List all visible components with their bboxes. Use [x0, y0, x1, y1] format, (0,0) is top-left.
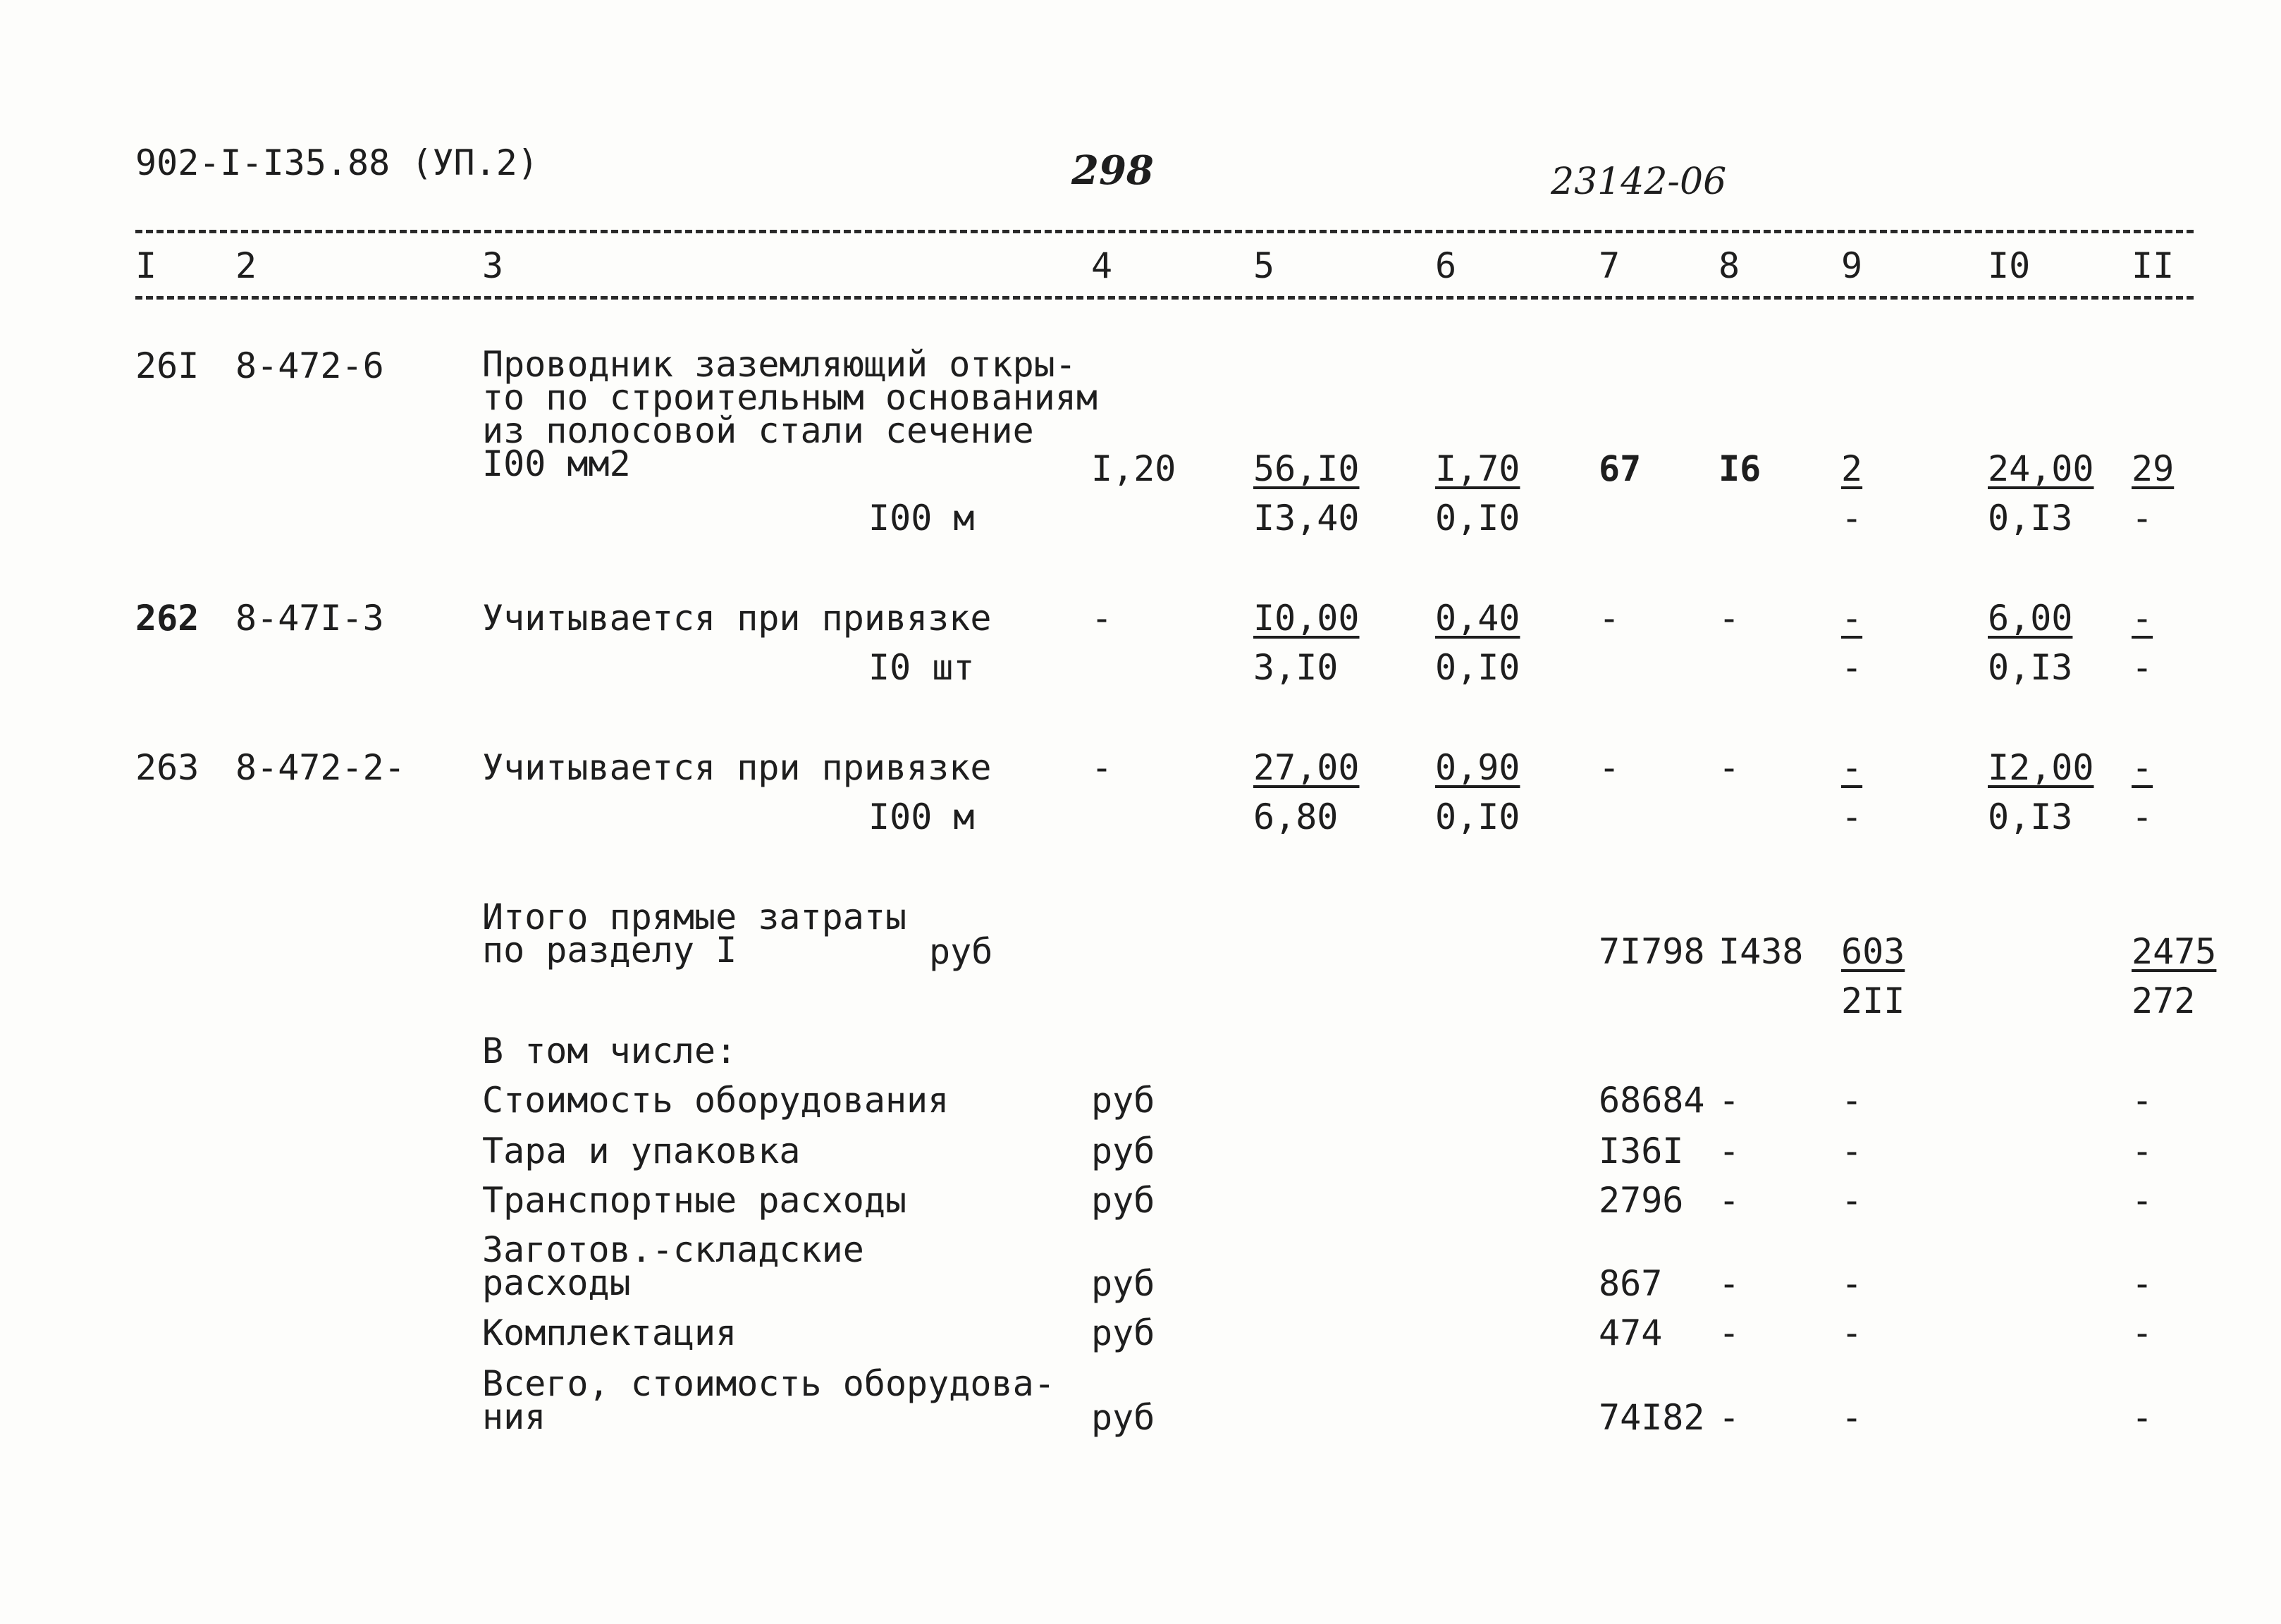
header-top-rule [135, 230, 2194, 233]
col-header-5: 5 [1253, 245, 1275, 286]
breakdown-unit: руб [1091, 1263, 1155, 1304]
breakdown-label: Стоимость оборудования [482, 1080, 949, 1121]
breakdown-col11: - [2132, 1080, 2153, 1121]
breakdown-unit: руб [1091, 1131, 1155, 1171]
breakdown-col8: - [1719, 1397, 1740, 1438]
row-261-col7: 67 [1599, 448, 1642, 489]
breakdown-label: Тара и упаковка [482, 1131, 801, 1171]
breakdown-col7: 2796 [1599, 1180, 1684, 1221]
row-263-col5-top: 27,00 [1253, 747, 1360, 788]
col-header-6: 6 [1435, 245, 1457, 286]
breakdown-label: Комплектация [482, 1312, 737, 1353]
breakdown-label: Всего, стоимость оборудова- ния [482, 1363, 1055, 1437]
row-261-col11-bottom: - [2132, 498, 2153, 539]
row-263-code: 8-472-2- [235, 747, 405, 788]
col-header-9: 9 [1841, 245, 1863, 286]
total-col9-top: 603 [1841, 931, 1905, 972]
row-261-col5-top: 56,I0 [1253, 448, 1360, 489]
breakdown-col11: - [2132, 1312, 2153, 1353]
row-261-col10-bottom: 0,I3 [1988, 498, 2073, 539]
row-261-col6-top: I,70 [1435, 448, 1520, 489]
breakdown-col9: - [1841, 1312, 1863, 1353]
breakdown-col7: 68684 [1599, 1080, 1705, 1121]
row-261-unit: I00 м [868, 498, 975, 539]
row-262-code: 8-47I-3 [235, 598, 384, 639]
breakdown-col7: 867 [1599, 1263, 1663, 1304]
col-header-7: 7 [1599, 245, 1621, 286]
row-263-col9-top: - [1841, 747, 1863, 788]
breakdown-label: Транспортные расходы [482, 1180, 907, 1221]
breakdown-col9: - [1841, 1397, 1863, 1438]
row-261-code: 8-472-6 [235, 345, 384, 386]
row-262-col11-top: - [2132, 598, 2153, 639]
total-unit: руб [929, 931, 993, 972]
col-header-1: I [135, 245, 157, 286]
row-263-col10-top: I2,00 [1988, 747, 2094, 788]
breakdown-col11: - [2132, 1397, 2153, 1438]
row-261-col9-top: 2 [1841, 448, 1863, 489]
col-header-2: 2 [235, 245, 257, 286]
breakdown-col9: - [1841, 1080, 1863, 1121]
breakdown-col11: - [2132, 1263, 2153, 1304]
total-col11-bottom: 272 [2132, 980, 2196, 1021]
breakdown-col8: - [1719, 1080, 1740, 1121]
row-261-col9-bottom: - [1841, 498, 1863, 539]
row-261-col5-bottom: I3,40 [1253, 498, 1360, 539]
row-263-col6-top: 0,90 [1435, 747, 1520, 788]
row-262-description: Учитывается при привязке [482, 598, 992, 639]
row-263-col10-bottom: 0,I3 [1988, 796, 2073, 837]
row-261-col8: I6 [1719, 448, 1762, 489]
row-262-col5-top: I0,00 [1253, 598, 1360, 639]
breakdown-col8: - [1719, 1263, 1740, 1304]
col-header-4: 4 [1091, 245, 1113, 286]
row-262-col9-top: - [1841, 598, 1863, 639]
row-262-col8: - [1719, 598, 1740, 639]
row-263-number: 263 [135, 747, 199, 788]
breakdown-col8: - [1719, 1312, 1740, 1353]
row-261-col4: I,20 [1091, 448, 1176, 489]
archive-number: 23142-06 [1551, 161, 1727, 203]
total-col7: 7I798 [1599, 931, 1705, 972]
row-261-description: Проводник заземляющий откры- то по строительным основаниям из полосовой стали сечение I00 мм2 [482, 344, 1098, 484]
row-262-col6-top: 0,40 [1435, 598, 1520, 639]
row-261-number: 26I [135, 345, 199, 386]
row-262-col6-bottom: 0,I0 [1435, 647, 1520, 688]
breakdown-col7: I36I [1599, 1131, 1684, 1171]
row-263-col9-bottom: - [1841, 796, 1863, 837]
row-262-col7: - [1599, 598, 1621, 639]
row-262-col9-bottom: - [1841, 647, 1863, 688]
total-label: Итого прямые затраты по разделу I [482, 897, 907, 971]
row-263-col7: - [1599, 747, 1621, 788]
document-code: 902-I-I35.88 (УП.2) [135, 142, 539, 183]
col-header-3: 3 [482, 245, 504, 286]
breakdown-unit: руб [1091, 1312, 1155, 1353]
row-263-col6-bottom: 0,I0 [1435, 796, 1520, 837]
row-263-col11-top: - [2132, 747, 2153, 788]
breakdown-unit: руб [1091, 1180, 1155, 1221]
row-262-number: 262 [135, 598, 199, 639]
row-263-col11-bottom: - [2132, 796, 2153, 837]
breakdown-col11: - [2132, 1180, 2153, 1221]
including-label: В том числе: [482, 1031, 737, 1071]
col-header-11: II [2132, 245, 2175, 286]
breakdown-col7: 74I82 [1599, 1397, 1705, 1438]
page-number: 298 [1071, 147, 1154, 194]
total-col9-bottom: 2II [1841, 980, 1905, 1021]
breakdown-unit: руб [1091, 1397, 1155, 1438]
breakdown-label: Заготов.-складские расходы [482, 1229, 864, 1303]
col-header-10: I0 [1988, 245, 2031, 286]
breakdown-col9: - [1841, 1131, 1863, 1171]
row-263-col5-bottom: 6,80 [1253, 796, 1339, 837]
row-262-col4: - [1091, 598, 1113, 639]
header-bottom-rule [135, 296, 2194, 300]
row-262-unit: I0 шт [868, 647, 975, 688]
breakdown-col9: - [1841, 1180, 1863, 1221]
row-262-col5-bottom: 3,I0 [1253, 647, 1339, 688]
row-262-col11-bottom: - [2132, 647, 2153, 688]
row-261-col10-top: 24,00 [1988, 448, 2094, 489]
row-262-col10-bottom: 0,I3 [1988, 647, 2073, 688]
row-261-col6-bottom: 0,I0 [1435, 498, 1520, 539]
breakdown-col7: 474 [1599, 1312, 1663, 1353]
row-263-unit: I00 м [868, 796, 975, 837]
row-261-col11-top: 29 [2132, 448, 2175, 489]
breakdown-unit: руб [1091, 1080, 1155, 1121]
total-col11-top: 2475 [2132, 931, 2217, 972]
row-263-description: Учитывается при привязке [482, 747, 992, 788]
row-263-col4: - [1091, 747, 1113, 788]
row-262-col10-top: 6,00 [1988, 598, 2073, 639]
row-263-col8: - [1719, 747, 1740, 788]
breakdown-col11: - [2132, 1131, 2153, 1171]
total-col8: I438 [1719, 931, 1804, 972]
breakdown-col8: - [1719, 1131, 1740, 1171]
breakdown-col9: - [1841, 1263, 1863, 1304]
breakdown-col8: - [1719, 1180, 1740, 1221]
col-header-8: 8 [1719, 245, 1740, 286]
